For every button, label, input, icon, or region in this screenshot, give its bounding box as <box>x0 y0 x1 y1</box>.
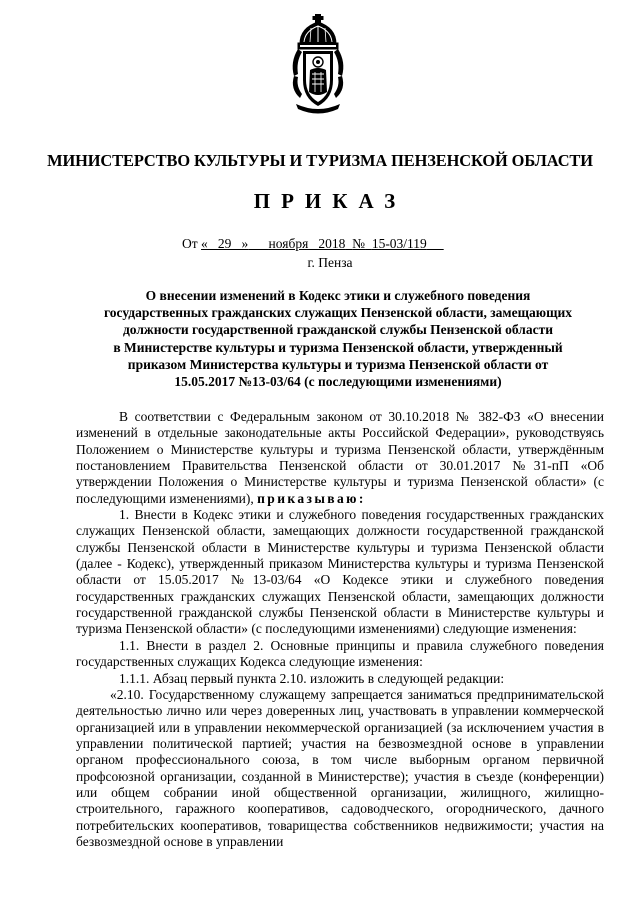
paragraph-item-1-1: 1.1. Внести в раздел 2. Основные принципы и правила служебного поведения государственных служащих Кодекса следующие изменения: <box>76 637 604 670</box>
penza-region-coat-of-arms-icon <box>286 14 350 114</box>
paragraph-quote-2-10: «2.10. Государственному служащему запрещается заниматься предпринимательской деятельностью лично или через доверенных лиц, участвовать в управлении коммерческой организацией или в управлении некоммерческой организацией (за исключением участия в управлении политической партией; участия на безвозмездной основе в управлении органом профессионального союза, в том числе выборным органом первичной профсоюзной организации, созданной в Министерстве); участия в съезде (конференции) или общем собрании иной общественной организации, жилищного, жилищно-строительного, гаражного кооперативов, садоводческого, огороднического, дачного потребительских кооперативов, товарищества собственников недвижимости; участия на безвозмездной основе в управлении <box>76 686 604 849</box>
city: г. Пенза <box>307 255 353 270</box>
document-body <box>76 409 604 850</box>
document-type: ПРИКАЗ <box>253 189 407 213</box>
order-word: приказываю: <box>257 490 366 506</box>
number-sign: № <box>352 236 366 251</box>
title-line: должности государственной гражданской службы Пензенской области <box>122 322 554 338</box>
paragraph-item-1-1-1: 1.1.1. Абзац первый пункта 2.10. изложить в следующей редакции: <box>119 670 505 686</box>
date-day: « 29 » <box>201 236 249 251</box>
document-title <box>60 287 616 390</box>
shield-icon <box>303 51 333 106</box>
paragraph-preamble <box>76 409 604 507</box>
title-line: 15.05.2017 №13-03/64 (с последующими изменениями) <box>174 374 502 390</box>
date-month-year: ноября 2018 <box>268 236 346 251</box>
title-line: О внесении изменений в Кодекс этики и служебного поведения <box>145 288 531 303</box>
ministry-name: МИНИСТЕРСТВО КУЛЬТУРЫ И ТУРИЗМА ПЕНЗЕНСКОЙ ОБЛАСТИ <box>47 151 593 170</box>
order-number: 15-03/119 <box>371 236 427 251</box>
paragraph-item-1: 1. Внести в Кодекс этики и служебного поведения государственных гражданских служащих Пензенской области, замещающих должности государственной гражданской службы Пензенской области в Министерстве культуры и туризма Пензенской области (далее - Кодекс), утвержденный приказом Министерства культуры и туризма Пензенской области от 15.05.2017 №13-03/64 «О Кодексе этики и служебного поведения государственных гражданских служащих Пензенской области, замещающих должности государственной гражданской службы Пензенской области в Министерстве культуры и туризма Пензенской области» (с последующими изменениями) следующие изменения: <box>76 507 604 637</box>
title-line: государственных гражданских служащих Пензенской области, замещающих <box>103 305 572 321</box>
date-prefix: От <box>182 236 198 251</box>
date-line <box>182 236 444 252</box>
crown-icon <box>298 14 338 49</box>
preamble-text: В соответствии с Федеральным законом от 30.10.2018 № 382-ФЗ «О внесении изменений в отдельные законодательные акты Российской Федерации», руководствуясь Положением о Министерстве культуры и туризма Пензенской области, утверждённым постановлением Правительства Пензенской области от 30.01.2017 №31-пП «Об утверждении Положения о Министерстве культуры и туризма Пензенской области» (с последующими изменениями), <box>76 409 604 506</box>
title-line: в Министерстве культуры и туризма Пензенской области, утвержденный <box>113 339 563 355</box>
title-line: приказом Министерства культуры и туризма Пензенской области от <box>127 356 549 372</box>
